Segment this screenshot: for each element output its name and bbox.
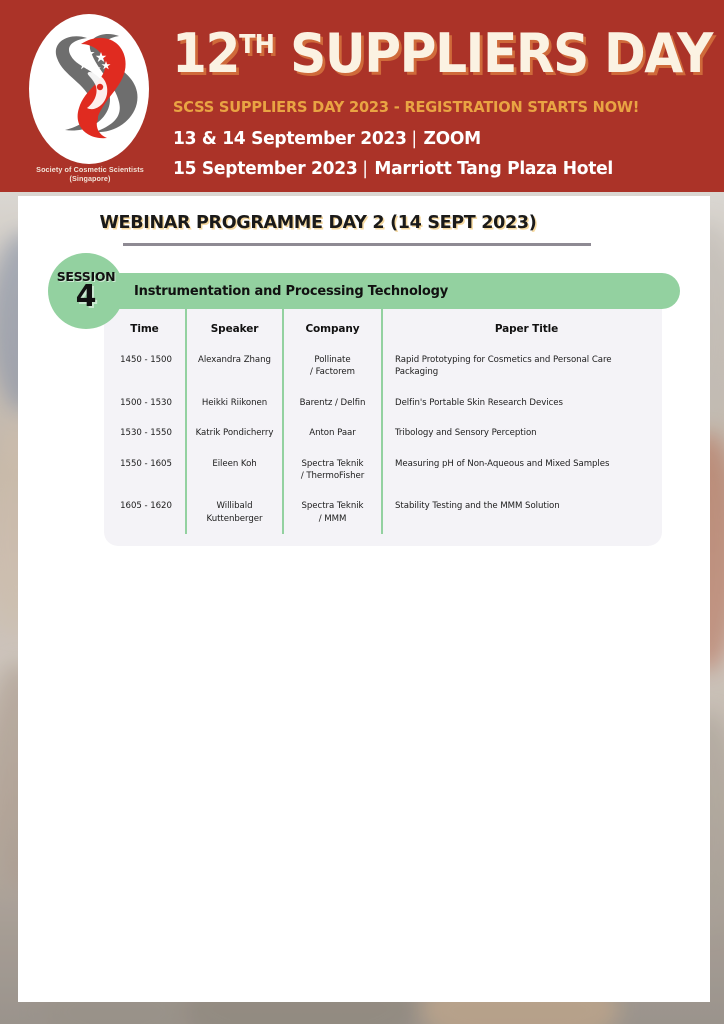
column-header-paper-title: Paper Title — [382, 309, 662, 345]
cell-company: Pollinate / Factorem — [283, 345, 382, 388]
date-1: 13 & 14 September 2023 — [173, 128, 407, 149]
cell-paper-title: Stability Testing and the MMM Solution — [382, 491, 662, 534]
column-header-time: Time — [130, 323, 159, 335]
table-row — [104, 345, 662, 388]
table-row — [104, 418, 662, 448]
registration-tagline: SCSS SUPPLIERS DAY 2023 - REGISTRATION STARTS NOW! — [173, 98, 640, 116]
table-row — [104, 449, 662, 492]
event-title — [172, 16, 712, 83]
venue-2: Marriott Tang Plaza Hotel — [374, 158, 614, 179]
separator-2: | — [362, 158, 368, 179]
logo-caption: Society of Cosmetic Scientists (Singapore) — [36, 165, 144, 183]
table-row — [104, 491, 662, 534]
session-label: SESSION — [56, 269, 116, 284]
column-header-company: Company — [283, 309, 382, 345]
cell-company: Spectra Teknik / ThermoFisher — [283, 449, 382, 492]
cell-speaker: Eileen Koh — [186, 449, 283, 492]
cell-speaker: Heikki Riikonen — [186, 388, 283, 418]
programme-table — [104, 309, 662, 534]
cell-time: 1450 - 1500 — [120, 355, 172, 365]
scs-monogram-icon — [29, 14, 149, 164]
session-badge — [48, 253, 124, 329]
programme-sheet — [18, 196, 710, 1002]
cell-paper-title: Delfin's Portable Skin Research Devices — [382, 388, 662, 418]
event-title-text: SUPPLIERS DAY — [290, 22, 712, 85]
cell-paper-title: Rapid Prototyping for Cosmetics and Personal Care Packaging — [382, 345, 662, 388]
cell-company: Anton Paar — [283, 418, 382, 448]
cell-time: 1530 - 1550 — [120, 428, 172, 439]
date-venue-line-1 — [173, 128, 481, 149]
scss-logo — [16, 14, 164, 190]
title-underline-rule — [123, 243, 591, 246]
cell-speaker: Willibald Kuttenberger — [186, 491, 283, 534]
date-2: 15 September 2023 — [173, 158, 358, 179]
cell-paper-title: Tribology and Sensory Perception — [382, 418, 662, 448]
venue-1: ZOOM — [423, 128, 481, 149]
table-body — [104, 345, 662, 534]
date-venue-line-2 — [173, 158, 613, 179]
cell-company: Barentz / Delfin — [283, 388, 382, 418]
cell-speaker: Alexandra Zhang — [186, 345, 283, 388]
edition-ordinal: TH — [239, 30, 274, 60]
session-topic-bar — [104, 273, 680, 309]
cell-time: 1605 - 1620 — [120, 501, 172, 512]
edition-number: 12 — [172, 22, 240, 85]
table-row — [104, 388, 662, 418]
cell-time: 1550 - 1605 — [120, 458, 172, 469]
cell-speaker: Katrik Pondicherry — [186, 418, 283, 448]
programme-table-card — [104, 309, 662, 546]
event-header-banner — [0, 0, 724, 192]
column-header-speaker: Speaker — [186, 309, 283, 345]
session-topic-label: Instrumentation and Processing Technology — [134, 283, 449, 299]
table-header-row — [104, 309, 662, 345]
programme-title: WEBINAR PROGRAMME DAY 2 (14 SEPT 2023) — [99, 213, 537, 233]
session-number: 4 — [75, 279, 97, 314]
cell-time: 1500 - 1530 — [120, 397, 172, 408]
cell-company: Spectra Teknik / MMM — [283, 491, 382, 534]
separator-1: | — [411, 128, 417, 149]
cell-paper-title: Measuring pH of Non-Aqueous and Mixed Samples — [382, 449, 662, 492]
